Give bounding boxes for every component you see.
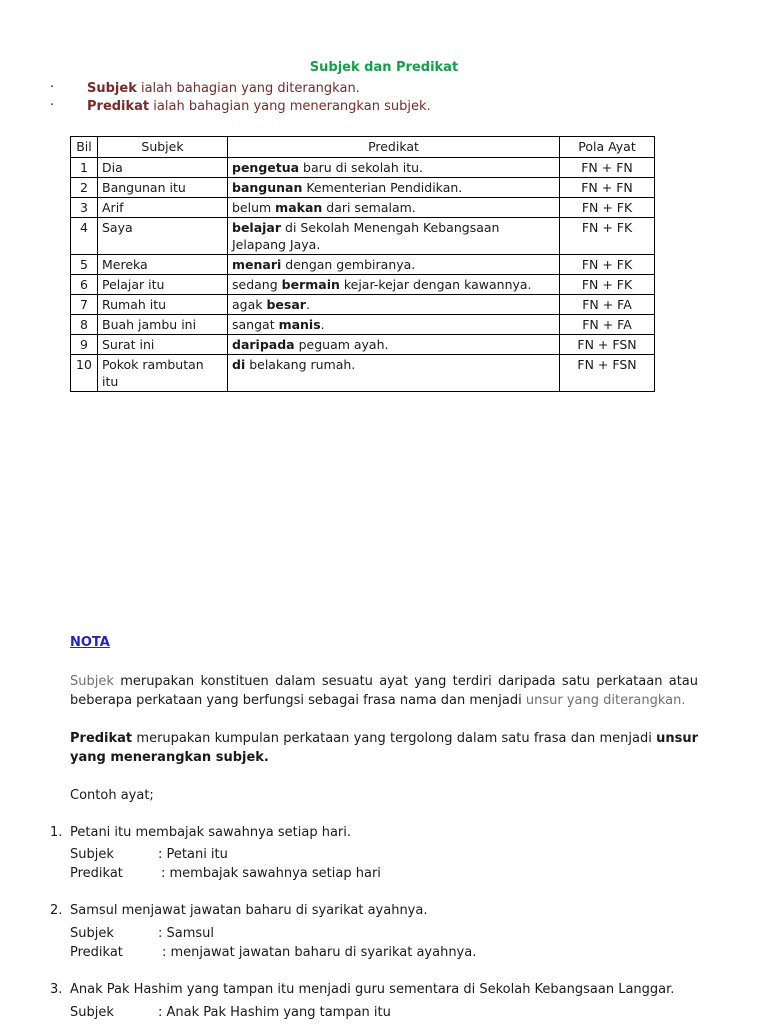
predikat-rest: . (305, 297, 310, 312)
example-number: 2. (50, 903, 63, 918)
cell-subjek: Saya (98, 218, 228, 255)
term-subjek: Subjek (87, 81, 137, 96)
cell-bil: 2 (71, 178, 98, 198)
example-text: Anak Pak Hashim yang tampan itu menjadi guru sementara di Sekolah Kebangsaan Langgar. (70, 982, 675, 997)
nota-predikat-paragraph (70, 729, 698, 767)
predikat-rest: dari semalam. (322, 200, 416, 215)
cell-pola-ayat: FN + FK (560, 275, 655, 295)
definition-predikat (50, 98, 750, 116)
example-subjek-line (70, 845, 228, 864)
table-row (71, 198, 655, 218)
predikat-keyword: di (232, 357, 246, 372)
predikat-label: Predikat (70, 866, 123, 881)
cell-subjek: Surat ini (98, 335, 228, 355)
table-row (71, 355, 655, 392)
header-subjek: Subjek (98, 137, 228, 158)
example-number: 3. (50, 982, 63, 997)
nota-subjek-paragraph (70, 672, 698, 710)
subjek-label: Subjek (70, 847, 114, 862)
cell-pola-ayat: FN + FSN (560, 335, 655, 355)
cell-predikat (228, 218, 560, 255)
cell-bil: 7 (71, 295, 98, 315)
example-sentence (50, 982, 674, 997)
header-predikat: Predikat (228, 137, 560, 158)
cell-bil: 1 (71, 158, 98, 178)
cell-bil: 4 (71, 218, 98, 255)
cell-predikat (228, 198, 560, 218)
predikat-rest: peguam ayah. (294, 337, 389, 352)
cell-predikat (228, 255, 560, 275)
cell-pola-ayat: FN + FSN (560, 355, 655, 392)
example-text: Petani itu membajak sawahnya setiap hari. (70, 825, 352, 840)
predikat-rest: baru di sekolah itu. (299, 160, 423, 175)
example-sentence (50, 825, 351, 840)
table-row (71, 255, 655, 275)
cell-pola-ayat: FN + FN (560, 178, 655, 198)
cell-pola-ayat: FN + FA (560, 295, 655, 315)
cell-subjek: Pokok rambutan itu (98, 355, 228, 392)
highlight-text: unsur yang diterangkan. (525, 693, 686, 708)
example-sentence (50, 903, 427, 918)
cell-subjek: Mereka (98, 255, 228, 275)
cell-bil: 5 (71, 255, 98, 275)
table-header-row (71, 137, 655, 158)
paragraph-text: merupakan konstituen dalam sesuatu ayat yang terdiri daripada satu perkataan atau beberapa perkataan yang berfungsi sebagai frasa nama dan menjadi (70, 674, 698, 708)
predikat-keyword: belajar (232, 220, 282, 235)
example-predikat-line (70, 864, 381, 883)
cell-bil: 8 (71, 315, 98, 335)
predikat-prefix: sedang (232, 277, 282, 292)
predikat-keyword: manis (278, 317, 321, 332)
predikat-label: Predikat (70, 945, 123, 960)
highlight-text: unsur yang menerangkan subjek. (70, 731, 698, 765)
example-predikat-line (70, 943, 476, 962)
bullet-icon: · (50, 80, 55, 95)
predikat-prefix: agak (232, 297, 267, 312)
cell-predikat (228, 335, 560, 355)
predikat-rest: di Sekolah Menengah Kebangsaan Jelapang Jaya. (232, 220, 500, 252)
table-row (71, 295, 655, 315)
table-row (71, 158, 655, 178)
paragraph-text: merupakan kumpulan perkataan yang tergolong dalam satu frasa dan menjadi (132, 731, 657, 746)
definition-text: ialah bahagian yang diterangkan. (136, 81, 360, 96)
nota-heading: NOTA (70, 635, 110, 650)
cell-predikat (228, 275, 560, 295)
cell-pola-ayat: FN + FN (560, 158, 655, 178)
predikat-keyword: bermain (281, 277, 340, 292)
predikat-keyword: besar (266, 297, 306, 312)
predikat-rest: Kementerian Pendidikan. (302, 180, 463, 195)
definition-list (50, 80, 750, 116)
cell-bil: 6 (71, 275, 98, 295)
predikat-keyword: daripada (232, 337, 295, 352)
cell-predikat (228, 315, 560, 335)
example-subjek-line (70, 1003, 391, 1022)
subjek-label: Subjek (70, 1005, 114, 1020)
example-number: 1. (50, 825, 63, 840)
predikat-rest: kejar-kejar dengan kawannya. (339, 277, 532, 292)
contoh-label: Contoh ayat; (70, 788, 154, 803)
header-pola-ayat: Pola Ayat (560, 137, 655, 158)
predikat-rest: dengan gembiranya. (281, 257, 416, 272)
predikat-rest: belakang rumah. (245, 357, 356, 372)
cell-bil: 3 (71, 198, 98, 218)
predikat-prefix: belum (232, 200, 276, 215)
cell-bil: 10 (71, 355, 98, 392)
predikat-keyword: menari (232, 257, 282, 272)
table-row (71, 335, 655, 355)
predikat-keyword: pengetua (232, 160, 300, 175)
table-row (71, 315, 655, 335)
predikat-rest: . (320, 317, 325, 332)
cell-predikat (228, 178, 560, 198)
page-title: Subjek dan Predikat (309, 60, 459, 75)
subjek-value: : Petani itu (158, 847, 228, 862)
subjek-value: : Anak Pak Hashim yang tampan itu (158, 1005, 391, 1020)
cell-pola-ayat: FN + FK (560, 198, 655, 218)
cell-predikat (228, 158, 560, 178)
cell-subjek: Dia (98, 158, 228, 178)
table-row (71, 218, 655, 255)
bullet-icon: · (50, 98, 55, 113)
definition-subjek (50, 80, 750, 98)
cell-pola-ayat: FN + FK (560, 255, 655, 275)
term-predikat: Predikat (87, 99, 150, 114)
term-predikat: Predikat (70, 731, 133, 746)
cell-pola-ayat: FN + FA (560, 315, 655, 335)
term-subjek: Subjek (70, 674, 114, 689)
table-row (71, 178, 655, 198)
cell-subjek: Buah jambu ini (98, 315, 228, 335)
cell-subjek: Arif (98, 198, 228, 218)
predikat-keyword: bangunan (232, 180, 303, 195)
subjek-value: : Samsul (158, 926, 215, 941)
example-text: Samsul menjawat jawatan baharu di syarikat ayahnya. (70, 903, 428, 918)
predicate-table (70, 136, 655, 392)
cell-pola-ayat: FN + FK (560, 218, 655, 255)
cell-subjek: Pelajar itu (98, 275, 228, 295)
cell-subjek: Bangunan itu (98, 178, 228, 198)
predikat-prefix: sangat (232, 317, 279, 332)
header-bil: Bil (71, 137, 98, 158)
cell-subjek: Rumah itu (98, 295, 228, 315)
table-row (71, 275, 655, 295)
subjek-label: Subjek (70, 926, 114, 941)
example-subjek-line (70, 924, 214, 943)
cell-predikat (228, 295, 560, 315)
cell-predikat (228, 355, 560, 392)
definition-text: ialah bahagian yang menerangkan subjek. (149, 99, 431, 114)
predikat-keyword: makan (275, 200, 323, 215)
cell-bil: 9 (71, 335, 98, 355)
predikat-value: : membajak sawahnya setiap hari (161, 866, 381, 881)
predikat-value: : menjawat jawatan baharu di syarikat ayahnya. (162, 945, 477, 960)
